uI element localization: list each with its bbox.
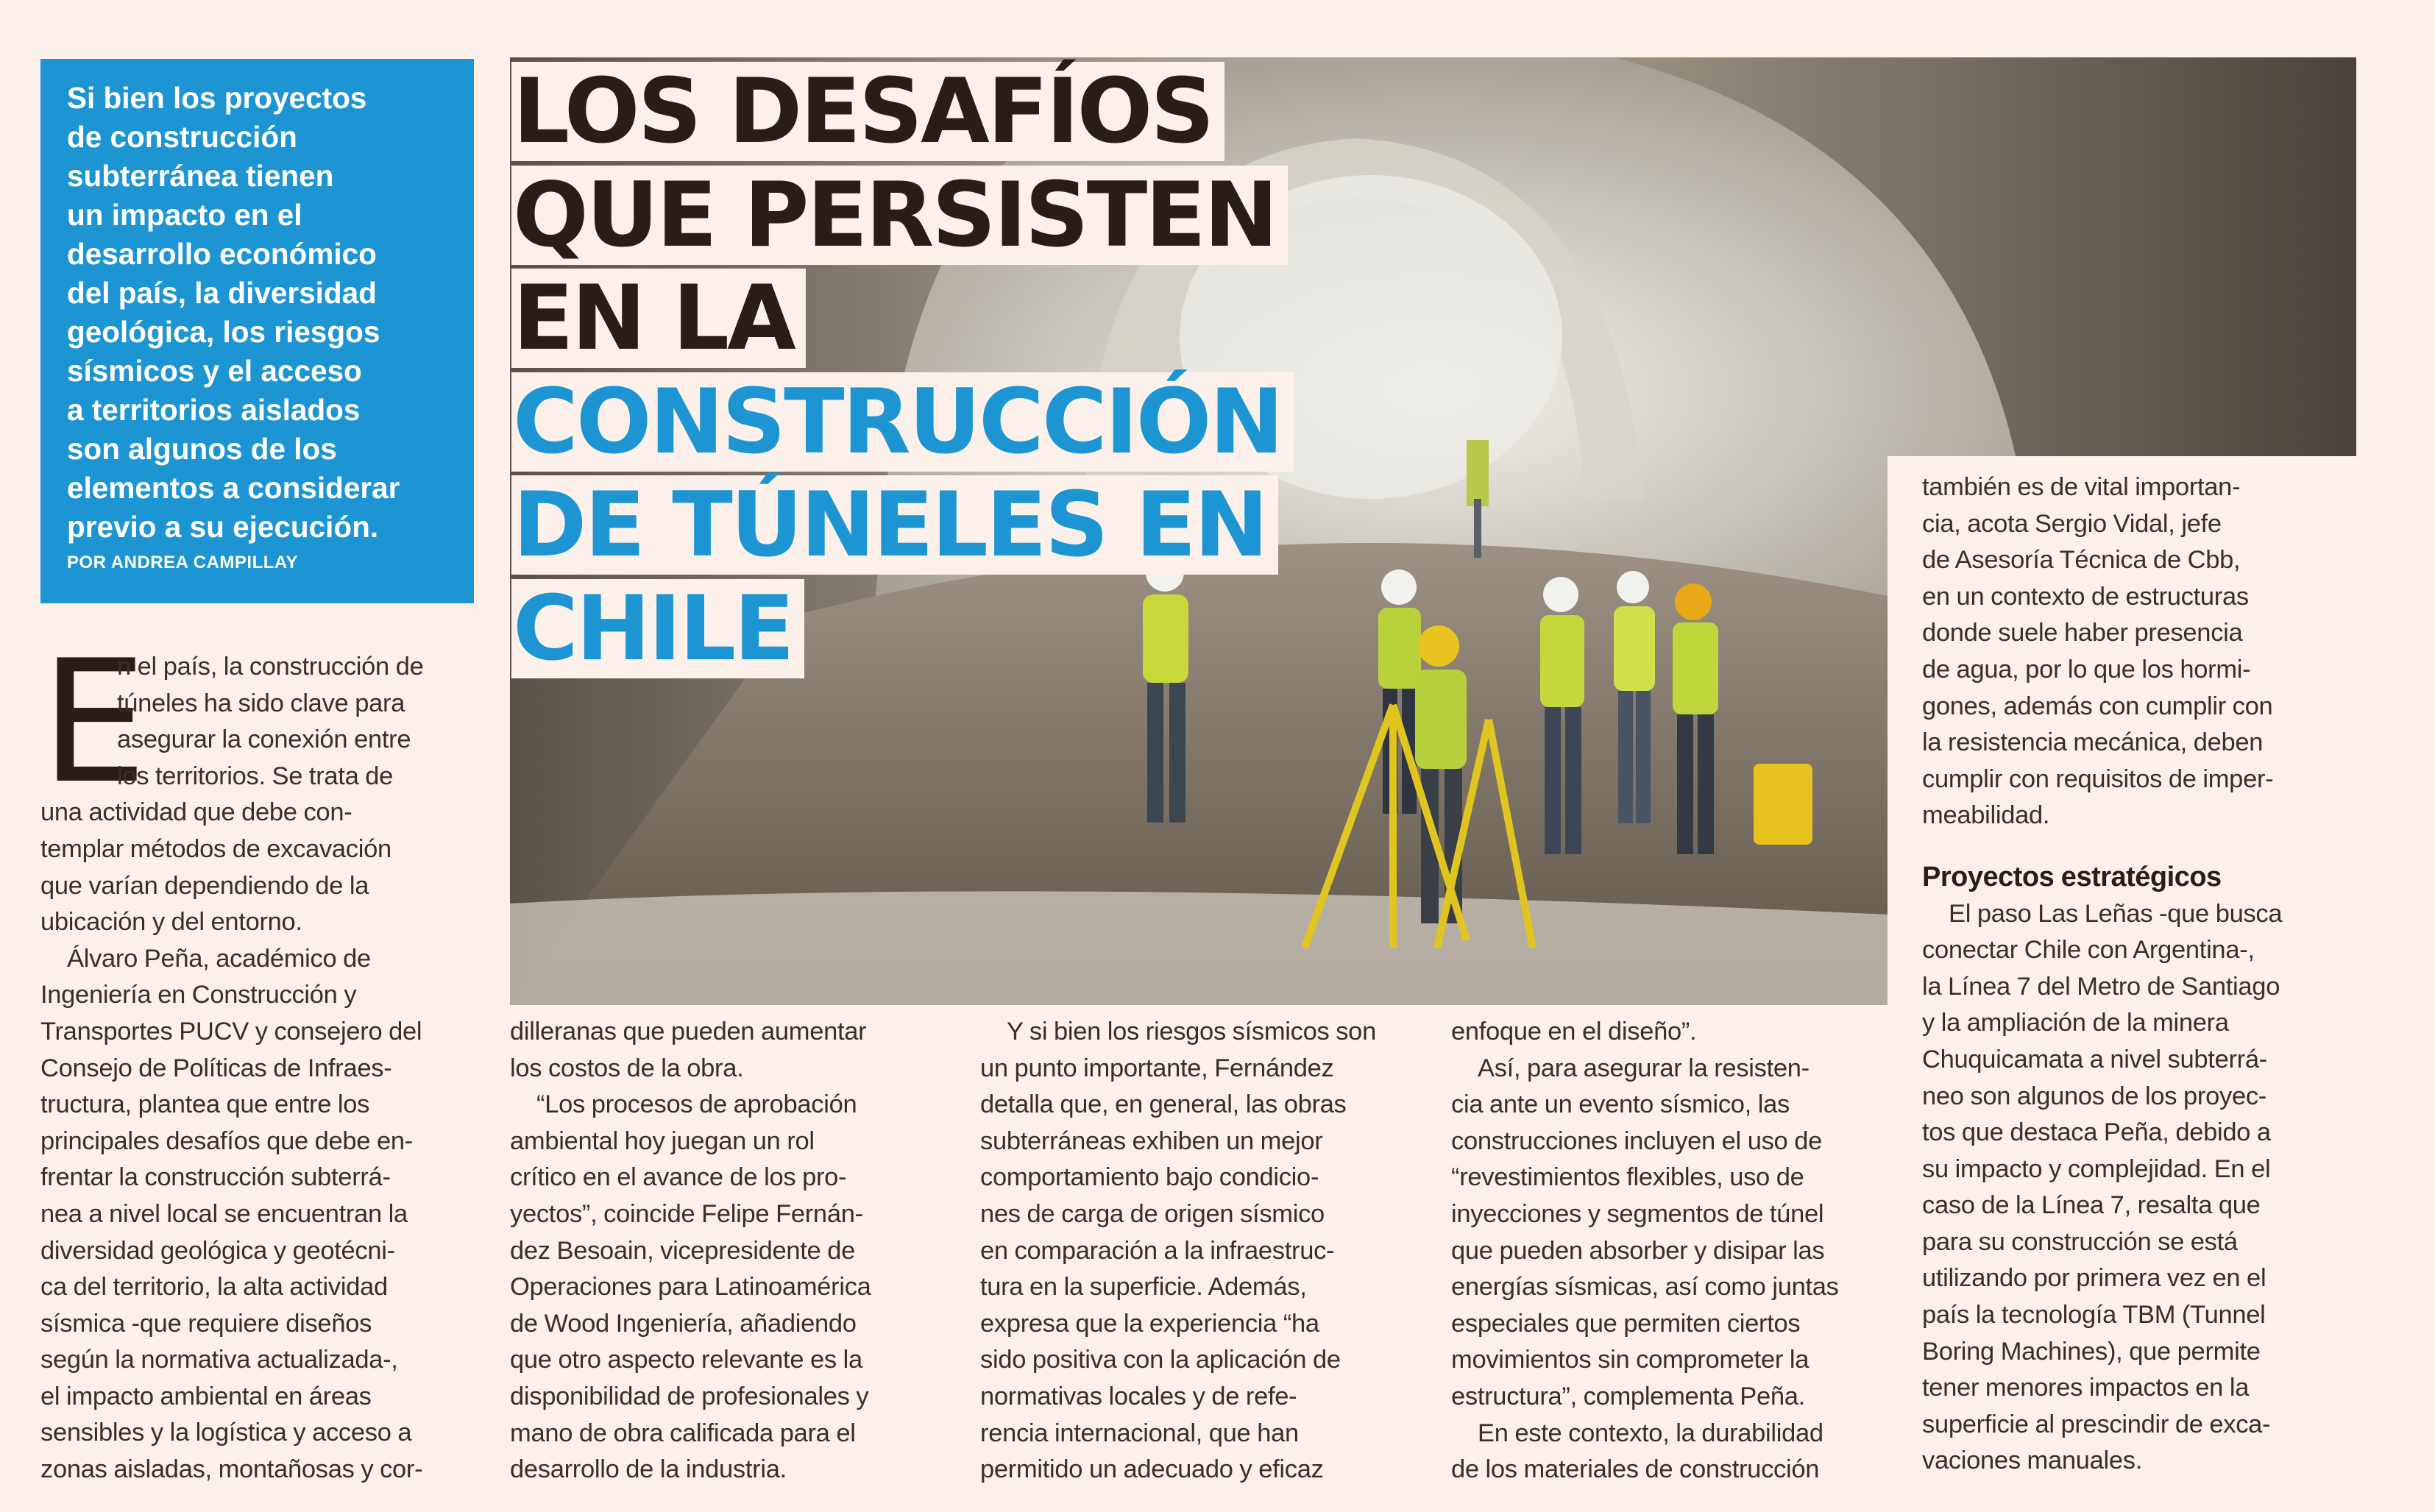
text-line: país la tecnología TBM (Tunnel <box>1922 1301 2266 1330</box>
text-line: enfoque en el diseño”. <box>1451 1018 1697 1046</box>
text-line: de Asesoría Técnica de Cbb, <box>1922 546 2241 575</box>
text-line: caso de la Línea 7, resalta que <box>1922 1191 2261 1220</box>
lede-line: sísmicos y el acceso <box>67 354 362 388</box>
text-line: los costos de la obra. <box>510 1054 744 1082</box>
text-line: sísmica -que requiere diseños <box>40 1309 372 1338</box>
text-line: cia, acota Sergio Vidal, jefe <box>1922 509 2222 538</box>
text-line: dilleranas que pueden aumentar <box>510 1018 867 1046</box>
text-line: principales desafíos que debe en- <box>40 1126 413 1155</box>
lede-line: geológica, los riesgos <box>67 315 380 349</box>
text-line: “Los procesos de aprobación <box>536 1090 857 1119</box>
text-line: “revestimientos flexibles, uso de <box>1451 1163 1804 1192</box>
intro-lede <box>67 79 447 547</box>
text-line: estructura”, complementa Peña. <box>1451 1382 1805 1410</box>
text-line: Operaciones para Latinoamérica <box>510 1273 871 1302</box>
text-line: Así, para asegurar la resisten- <box>1478 1054 1810 1082</box>
text-line: tos que destaca Peña, debido a <box>1922 1118 2271 1147</box>
byline: POR ANDREA CAMPILLAY <box>67 553 299 572</box>
text-line: desarrollo de la industria. <box>510 1455 787 1484</box>
text-line: inyecciones y segmentos de túnel <box>1451 1199 1824 1228</box>
text-line: subterráneas exhiben un mejor <box>980 1126 1323 1155</box>
text-line: Álvaro Peña, académico de <box>67 944 371 973</box>
text-line: yectos”, coincide Felipe Fernán- <box>510 1199 863 1228</box>
intro-box <box>40 59 474 603</box>
text-column-3 <box>980 1014 1422 1488</box>
text-line: dez Besoain, vicepresidente de <box>510 1236 855 1265</box>
lede-line: previo a su ejecución. <box>67 510 379 544</box>
text-line: para su construcción se está <box>1922 1227 2238 1256</box>
text-line: templar métodos de excavación <box>40 834 391 863</box>
text-column-5 <box>1922 469 2364 1480</box>
text-line: energías sísmicas, así como juntas <box>1451 1273 1839 1302</box>
text-line: disponibilidad de profesionales y <box>510 1382 869 1410</box>
drop-cap: E <box>40 625 148 821</box>
text-line: detalla que, en general, las obras <box>980 1090 1347 1119</box>
text-line: Boring Machines), que permite <box>1922 1337 2261 1366</box>
text-line: El paso Las Leñas -que busca <box>1949 899 2283 928</box>
text-line: rencia internacional, que han <box>980 1419 1299 1447</box>
text-line: tructura, plantea que entre los <box>40 1090 370 1119</box>
text-line: utilizando por primera vez en el <box>1922 1264 2266 1293</box>
subhead: Proyectos estratégicos <box>1922 861 2222 892</box>
text-line: que pueden absorber y disipar las <box>1451 1236 1825 1265</box>
text-line: sensibles y la logística y acceso a <box>40 1419 412 1447</box>
text-line: sido positiva con la aplicación de <box>980 1346 1341 1374</box>
lede-line: a territorios aislados <box>67 393 361 427</box>
text-line: la Línea 7 del Metro de Santiago <box>1922 972 2280 1001</box>
text-line: Consejo de Políticas de Infraes- <box>40 1054 392 1082</box>
text-line: de Wood Ingeniería, añadiendo <box>510 1309 857 1338</box>
text-line: que otro aspecto relevante es la <box>510 1346 862 1374</box>
text-line: también es de vital importan- <box>1922 473 2241 501</box>
text-line: vaciones manuales. <box>1922 1447 2143 1475</box>
text-line: frentar la construcción subterrá- <box>40 1163 391 1192</box>
text-line: cumplir con requisitos de imper- <box>1922 764 2274 793</box>
text-column-4 <box>1451 1014 1893 1488</box>
lede-line: un impacto en el <box>67 198 302 232</box>
lede-line: del país, la diversidad <box>67 276 377 310</box>
text-line: un punto importante, Fernández <box>980 1054 1334 1082</box>
text-line: asegurar la conexión entre <box>117 725 411 754</box>
headline-line-5: DE TÚNELES EN <box>511 475 1278 575</box>
text-line: el impacto ambiental en áreas <box>40 1382 372 1410</box>
text-line: de agua, por lo que los hormi- <box>1922 655 2251 684</box>
text-line: ambiental hoy juegan un rol <box>510 1126 815 1155</box>
headline-line-1: LOS DESAFÍOS <box>511 62 1224 161</box>
lede-line: subterránea tienen <box>67 159 334 193</box>
text-line: los territorios. Se trata de <box>117 762 394 790</box>
headline-line-2: QUE PERSISTEN <box>511 166 1288 265</box>
text-line: que varían dependiendo de la <box>40 871 369 900</box>
text-line: expresa que la experiencia “ha <box>980 1309 1319 1338</box>
lede-line: desarrollo económico <box>67 237 377 271</box>
lede-line: elementos a considerar <box>67 471 400 505</box>
text-line: construcciones incluyen el uso de <box>1451 1126 1822 1155</box>
text-column-1 <box>40 625 482 1488</box>
text-line: una actividad que debe con- <box>40 798 352 827</box>
text-line: nes de carga de origen sísmico <box>980 1199 1325 1228</box>
text-line: crítico en el avance de los pro- <box>510 1163 847 1192</box>
text-line: mano de obra calificada para el <box>510 1419 856 1447</box>
text-line: normativas locales y de refe- <box>980 1382 1297 1410</box>
text-line: ubicación y del entorno. <box>40 908 302 937</box>
text-line: en comparación a la infraestruc- <box>980 1236 1335 1265</box>
text-line: tener menores impactos en la <box>1922 1374 2250 1402</box>
text-line: meabilidad. <box>1922 801 2050 830</box>
lede-line: de construcción <box>67 120 297 154</box>
text-line: ca del territorio, la alta actividad <box>40 1273 388 1302</box>
text-line: Y si bien los riesgos sísmicos son <box>1007 1018 1376 1046</box>
text-line: donde suele haber presencia <box>1922 619 2243 647</box>
lede-line: son algunos de los <box>67 432 337 466</box>
text-line: túneles ha sido clave para <box>117 689 405 717</box>
text-line: según la normativa actualizada-, <box>40 1346 398 1374</box>
text-line: en un contexto de estructuras <box>1922 582 2249 611</box>
text-line: su impacto y complejidad. En el <box>1922 1154 2271 1183</box>
text-line: y la ampliación de la minera <box>1922 1009 2229 1037</box>
lede-line: Si bien los proyectos <box>67 81 367 115</box>
text-line: la resistencia mecánica, deben <box>1922 728 2264 757</box>
text-line: movimientos sin comprometer la <box>1451 1346 1810 1374</box>
text-line: Transportes PUCV y consejero del <box>40 1017 422 1046</box>
text-line: En este contexto, la durabilidad <box>1478 1419 1823 1447</box>
text-line: especiales que permiten ciertos <box>1451 1309 1801 1338</box>
text-line: gones, además con cumplir con <box>1922 692 2273 720</box>
text-line: diversidad geológica y geotécni- <box>40 1236 395 1265</box>
text-line: neo son algunos de los proyec- <box>1922 1082 2266 1110</box>
text-line: cia ante un evento sísmico, las <box>1451 1090 1790 1119</box>
headline-line-4: CONSTRUCCIÓN <box>511 372 1294 472</box>
text-line: n el país, la construcción de <box>117 653 424 681</box>
text-line: de los materiales de construcción <box>1451 1455 1820 1484</box>
text-line: superficie al prescindir de exca- <box>1922 1410 2271 1438</box>
text-line: nea a nivel local se encuentran la <box>40 1199 408 1228</box>
text-line: Chuquicamata a nivel subterrá- <box>1922 1045 2267 1073</box>
text-line: tura en la superficie. Además, <box>980 1273 1307 1302</box>
text-line: Ingeniería en Construcción y <box>40 981 357 1009</box>
text-line: permitido un adecuado y eficaz <box>980 1455 1324 1484</box>
headline-line-6: CHILE <box>511 579 804 678</box>
text-column-2 <box>510 1014 951 1488</box>
text-line: comportamiento bajo condicio- <box>980 1163 1319 1192</box>
text-line: zonas aisladas, montañosas y cor- <box>40 1455 423 1484</box>
headline-line-3: EN LA <box>511 269 806 368</box>
text-line: conectar Chile con Argentina-, <box>1922 936 2255 965</box>
